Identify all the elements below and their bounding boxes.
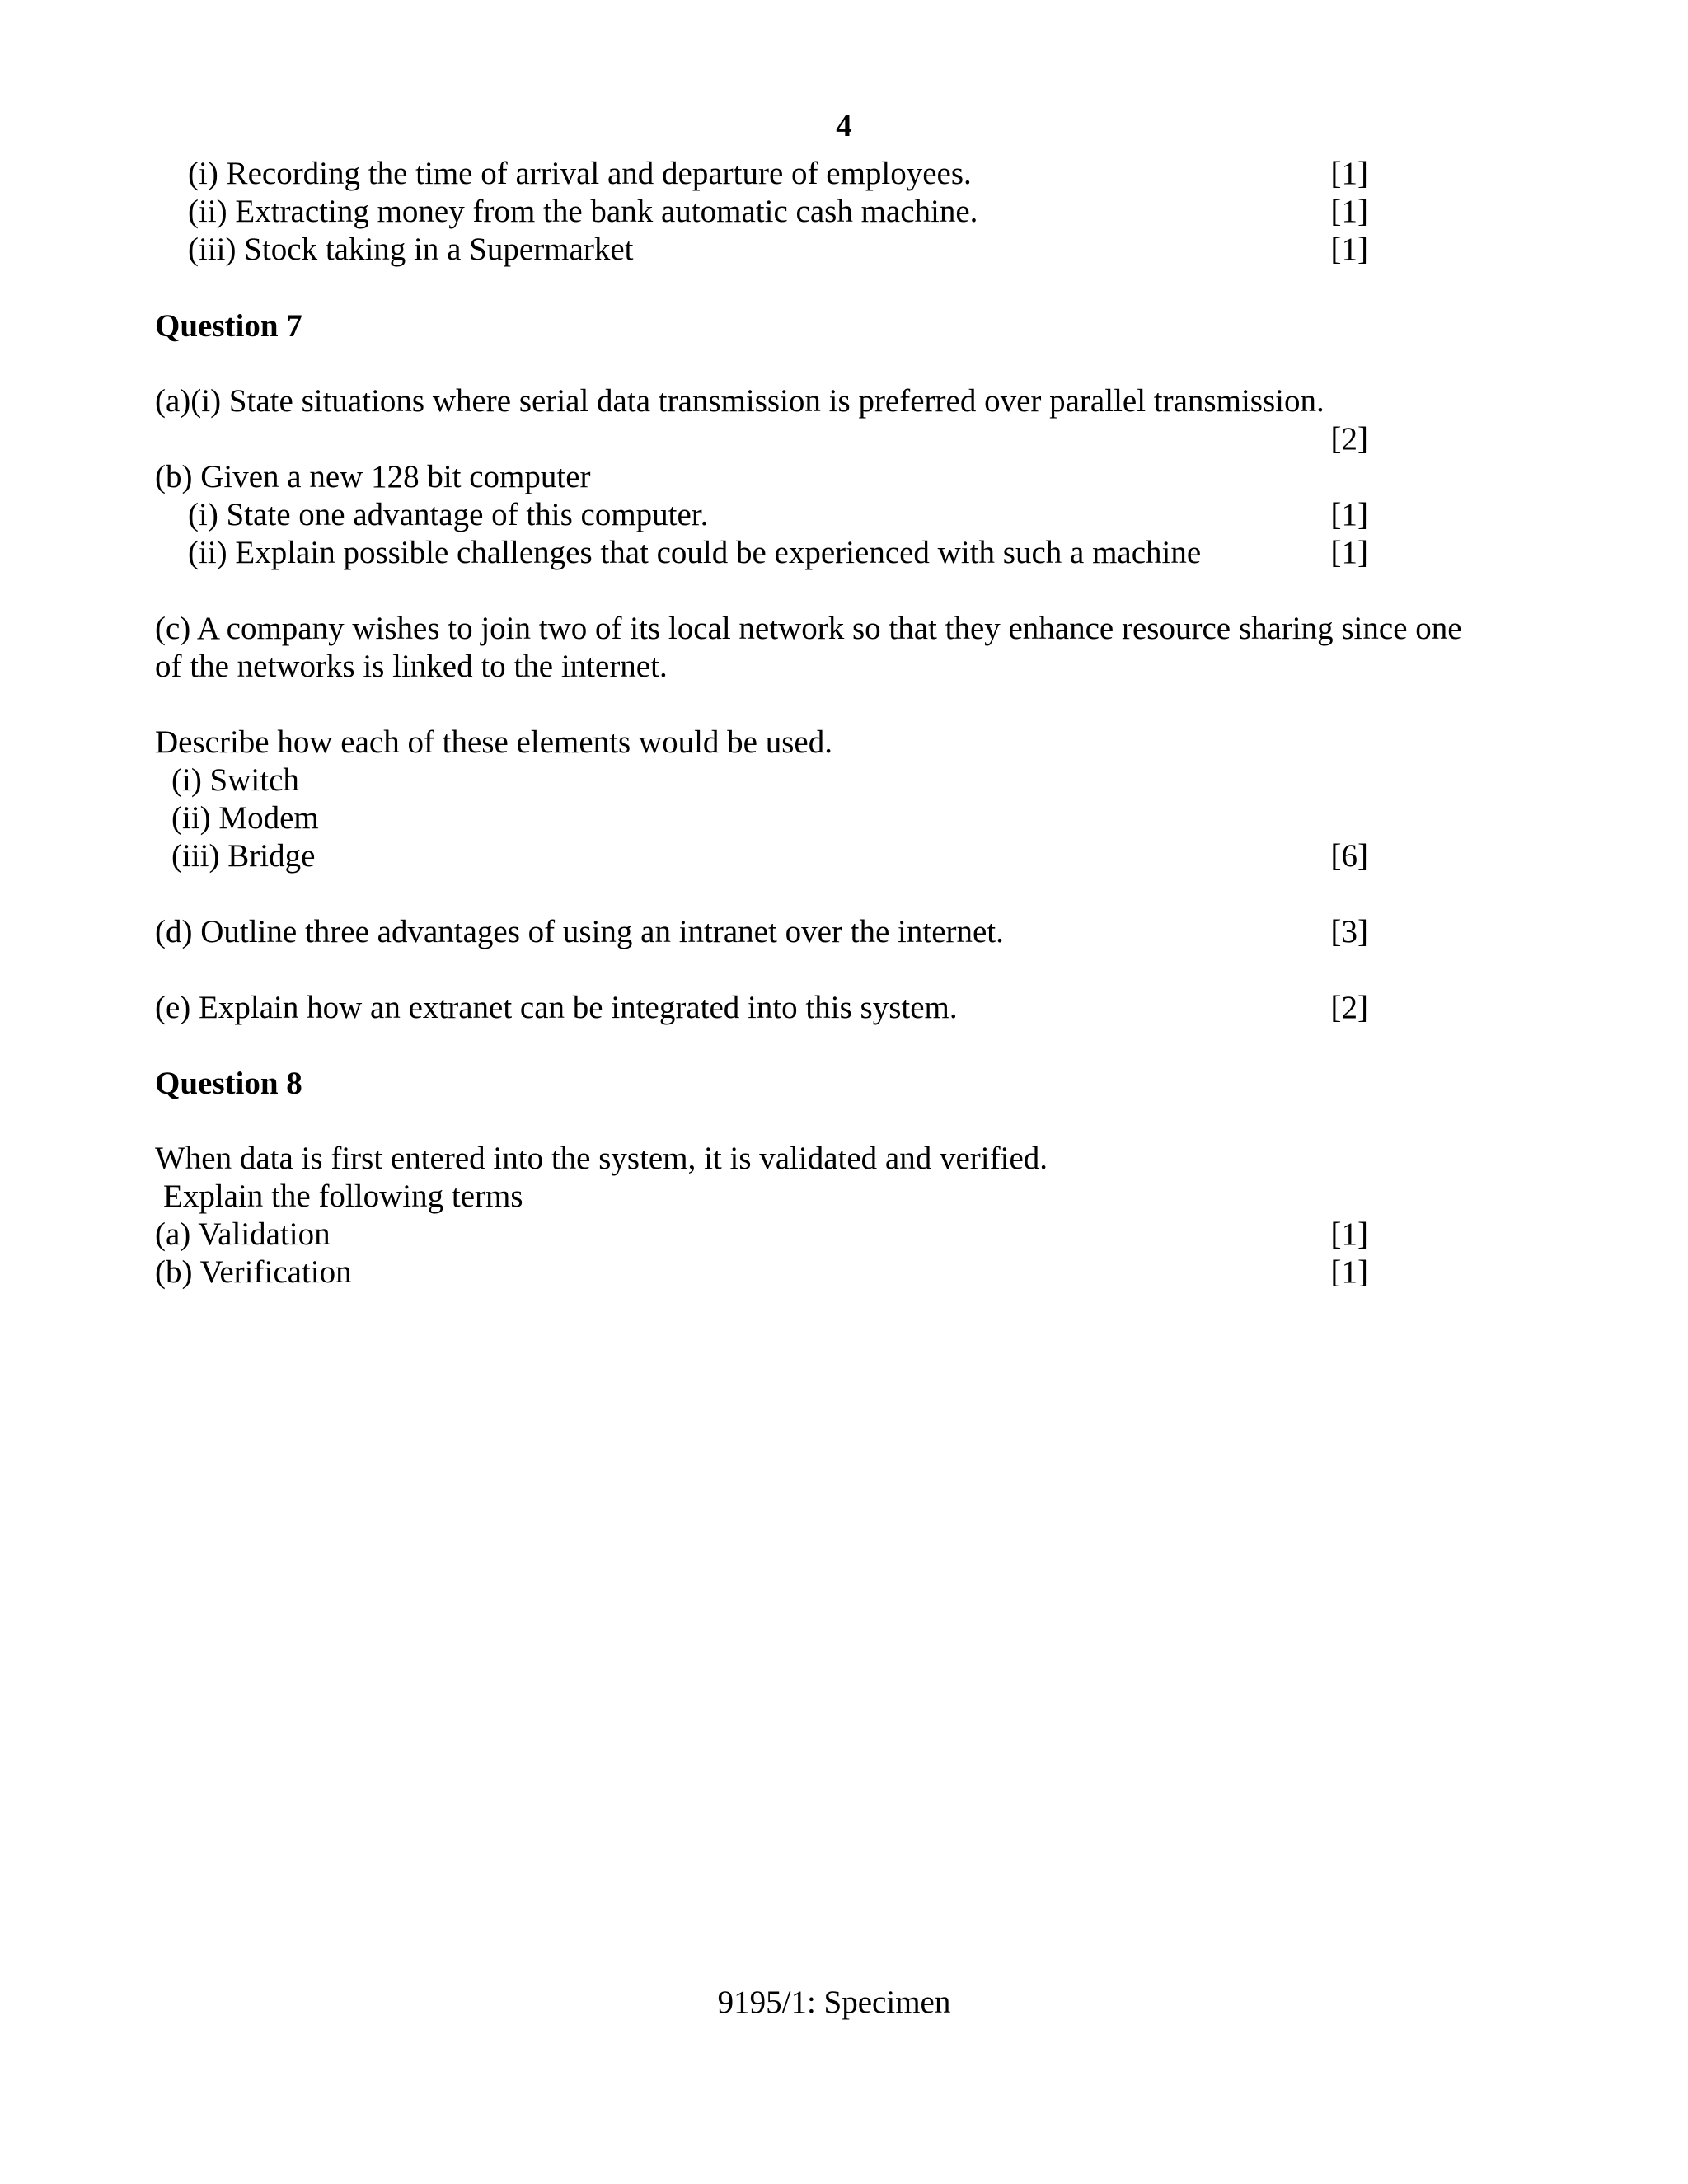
q8-part-b: (b) Verification bbox=[155, 1254, 352, 1290]
q7-part-c-line2: of the networks is linked to the internet. bbox=[155, 649, 668, 684]
continued-item-ii-mark: [1] bbox=[1330, 194, 1368, 229]
q7-part-c-i: (i) Switch bbox=[171, 762, 299, 798]
q7-part-b: (b) Given a new 128 bit computer bbox=[155, 459, 591, 494]
q7-part-b-ii: (ii) Explain possible challenges that could be experienced with such a machine bbox=[188, 535, 1202, 570]
q8-part-a: (a) Validation bbox=[155, 1216, 331, 1252]
q8-explain: Explain the following terms bbox=[163, 1179, 523, 1214]
q7-part-b-i-mark: [1] bbox=[1330, 497, 1368, 532]
q7-part-c-ii: (ii) Modem bbox=[171, 800, 319, 836]
q7-part-c-iii: (iii) Bridge bbox=[171, 838, 316, 874]
continued-item-i: (i) Recording the time of arrival and departure of employees. bbox=[188, 156, 972, 191]
q7-part-b-i: (i) State one advantage of this computer. bbox=[188, 497, 709, 532]
q7-part-b-ii-mark: [1] bbox=[1330, 535, 1368, 570]
q7-part-c-describe: Describe how each of these elements would be used. bbox=[155, 724, 832, 760]
q7-part-a: (a)(i) State situations where serial data transmission is preferred over parallel transmission. bbox=[155, 383, 1325, 419]
q7-part-d: (d) Outline three advantages of using an intranet over the internet. bbox=[155, 914, 1004, 949]
q7-part-e-mark: [2] bbox=[1330, 990, 1368, 1025]
q7-part-e: (e) Explain how an extranet can be integrated into this system. bbox=[155, 990, 958, 1025]
page-number: 4 bbox=[836, 108, 852, 143]
continued-item-i-mark: [1] bbox=[1330, 156, 1368, 191]
footer-paper-code: 9195/1: Specimen bbox=[717, 1985, 951, 2020]
q7-part-c-line1: (c) A company wishes to join two of its local network so that they enhance resource sharing since one bbox=[155, 611, 1462, 646]
continued-item-ii: (ii) Extracting money from the bank automatic cash machine. bbox=[188, 194, 978, 229]
q8-intro: When data is first entered into the system, it is validated and verified. bbox=[155, 1141, 1048, 1176]
question-8-heading: Question 8 bbox=[155, 1066, 302, 1101]
continued-item-iii-mark: [1] bbox=[1330, 232, 1368, 267]
q7-part-a-mark: [2] bbox=[1330, 421, 1368, 457]
q7-part-d-mark: [3] bbox=[1330, 914, 1368, 949]
q8-part-a-mark: [1] bbox=[1330, 1216, 1368, 1252]
continued-item-iii: (iii) Stock taking in a Supermarket bbox=[188, 232, 634, 267]
question-7-heading: Question 7 bbox=[155, 308, 302, 344]
q7-part-c-mark: [6] bbox=[1330, 838, 1368, 874]
q8-part-b-mark: [1] bbox=[1330, 1254, 1368, 1290]
